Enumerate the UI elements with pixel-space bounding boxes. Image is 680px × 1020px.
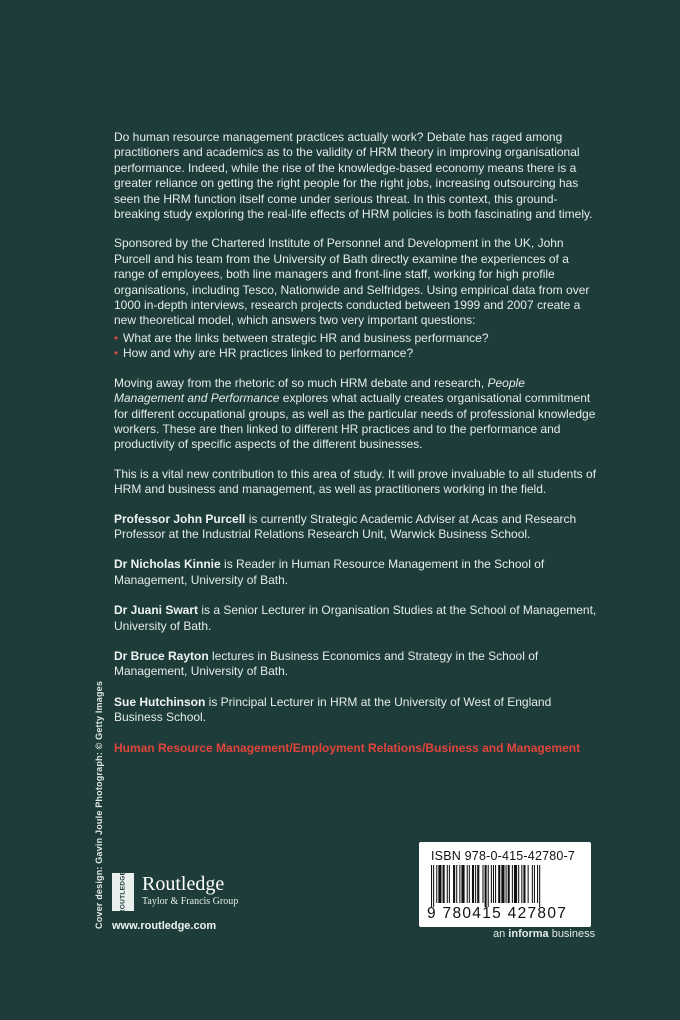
barcode-bar [485, 865, 487, 907]
barcode-bar [467, 865, 468, 903]
barcode-bar [449, 865, 450, 903]
blurb-paragraph-4: This is a vital new contribution to this area of study. It will prove invaluable to all students of HRM and business and management, as well as practitioners working in the field. [114, 466, 597, 497]
author-name: Dr Bruce Rayton [114, 648, 209, 663]
author-name: Dr Nicholas Kinnie [114, 557, 221, 572]
barcode-bar [459, 865, 460, 903]
blurb-paragraph-3 [114, 376, 598, 453]
barcode-bar [488, 865, 489, 907]
barcode-bar [537, 865, 538, 903]
barcode-bar [431, 865, 432, 907]
list-item: • What are the links between strategic HR and business performance? [114, 331, 598, 346]
barcode-bar [528, 865, 529, 903]
author-desc: is Principal Lecturer in HRM at the University of West of England Business School. [114, 694, 552, 725]
author-name: Dr Juani Swart [114, 603, 199, 618]
author-desc: is a Senior Lecturer in Organisation Studies at the School of Management, University of Bath. [114, 603, 597, 633]
barcode-bar [443, 865, 445, 903]
informa-tagline [493, 928, 595, 940]
barcode-bar [508, 865, 510, 903]
book-title-italic: People Management and Performance [114, 375, 525, 406]
blurb-paragraph-1: Do human resource management practices actually work? Debate has raged among practitioners and academics as to the validity of HRM theory in improving organisational performance. Indeed, while the rise of the knowledge-based economy means there is a greater reliance on getting the right people for the right jobs, increasing outsourcing has seen the HRM function itself come under serious threat. In this context, this ground-breaking study exploring the real-life effects of HRM policies is both fascinating and timely. [114, 130, 593, 222]
barcode-bar [456, 865, 457, 903]
cover-credit: Cover design: Gavin Joule Photograph: © Getty Images [94, 680, 104, 929]
barcode-bar [436, 865, 437, 903]
blurb-paragraph-2: Sponsored by the Chartered Institute of Personnel and Development in the UK, John Purcell and his team from the University of Bath directly examine the experiences of a range of employees, both line managers and front-line staff, working for high profile organisations, including Tesco, Nationwide and Selfridges. Using empirical data from over 1000 in-depth interviews, research projects conducted between 1999 and 2007 create a new theoretical model, which answers two very important questions: [114, 236, 590, 328]
publisher-logo [112, 870, 239, 914]
publisher-name: Routledge [142, 873, 225, 895]
publisher-website: www.routledge.com [112, 920, 217, 932]
barcode-bar [521, 865, 522, 903]
author-desc: lectures in Business Economics and Strategy in the School of Management, University of Bath. [114, 648, 539, 679]
barcode-bar [534, 865, 535, 903]
list-item: • How and why are HR practices linked to performance? [114, 346, 598, 361]
barcode-bar [469, 865, 470, 903]
informa-suffix: business [548, 928, 596, 940]
barcode-digits: 9 780415 427807 [427, 905, 568, 922]
barcode-bar [472, 865, 474, 903]
barcode-bar [495, 865, 496, 903]
routledge-logo-icon [112, 870, 134, 914]
author-name: Professor John Purcell [114, 511, 246, 526]
publisher-wordmark [142, 873, 238, 907]
barcode-bar [514, 865, 517, 903]
author-desc: is Reader in Human Resource Management in the School of Management, University of Bath. [114, 557, 545, 587]
barcode-panel [419, 842, 591, 927]
barcode-bar [518, 865, 519, 903]
author-name: Sue Hutchinson [114, 694, 206, 709]
author-bio-hutchinson [114, 695, 598, 726]
author-bio-rayton [114, 649, 598, 680]
logo-mark-text: ROUTLEDGE [119, 870, 127, 914]
isbn-label: ISBN 978-0-415-42780-7 [431, 849, 576, 863]
barcode-bar [498, 865, 500, 903]
barcode-bar [501, 865, 504, 903]
barcode-bar [447, 865, 448, 903]
author-bio-kinnie [114, 557, 598, 588]
barcode-bar [433, 865, 434, 907]
barcode-bar [512, 865, 513, 903]
barcode-bar [532, 865, 533, 903]
barcode-icon [431, 865, 581, 907]
author-bio-purcell [114, 512, 598, 543]
barcode-bar [475, 865, 476, 903]
informa-prefix: an [493, 928, 509, 940]
barcode-bar [482, 865, 483, 903]
blurb-paragraph-3-end: explores what actually creates organisational commitment for different occupational groups, as well as the particular needs of professional knowledge workers. These are then linked to different HR practices and to the performance and productivity of specific aspects of the different businesses. [114, 391, 596, 452]
barcode-bar [477, 865, 479, 903]
questions-list [114, 331, 598, 362]
author-desc: is currently Strategic Academic Adviser at Acas and Research Professor at the Industrial Relations Research Unit, Warwick Business School. [114, 511, 577, 541]
back-cover-text [114, 130, 598, 756]
barcode-bar [491, 865, 492, 903]
author-bio-swart [114, 603, 598, 634]
barcode-bar [506, 865, 507, 903]
barcode-bar [523, 865, 525, 903]
publisher-group: Taylor & Francis Group [142, 896, 239, 907]
barcode-bar [438, 865, 441, 903]
barcode-bar [539, 865, 540, 907]
informa-brand: informa [508, 928, 549, 940]
blurb-paragraph-3-start: Moving away from the rhetoric of so much HRM debate and research, [114, 375, 488, 390]
subject-category: Human Resource Management/Employment Relations/Business and Management [114, 740, 581, 755]
barcode-bar [461, 865, 464, 903]
barcode-bar [453, 865, 455, 903]
barcode-bar [493, 865, 494, 903]
